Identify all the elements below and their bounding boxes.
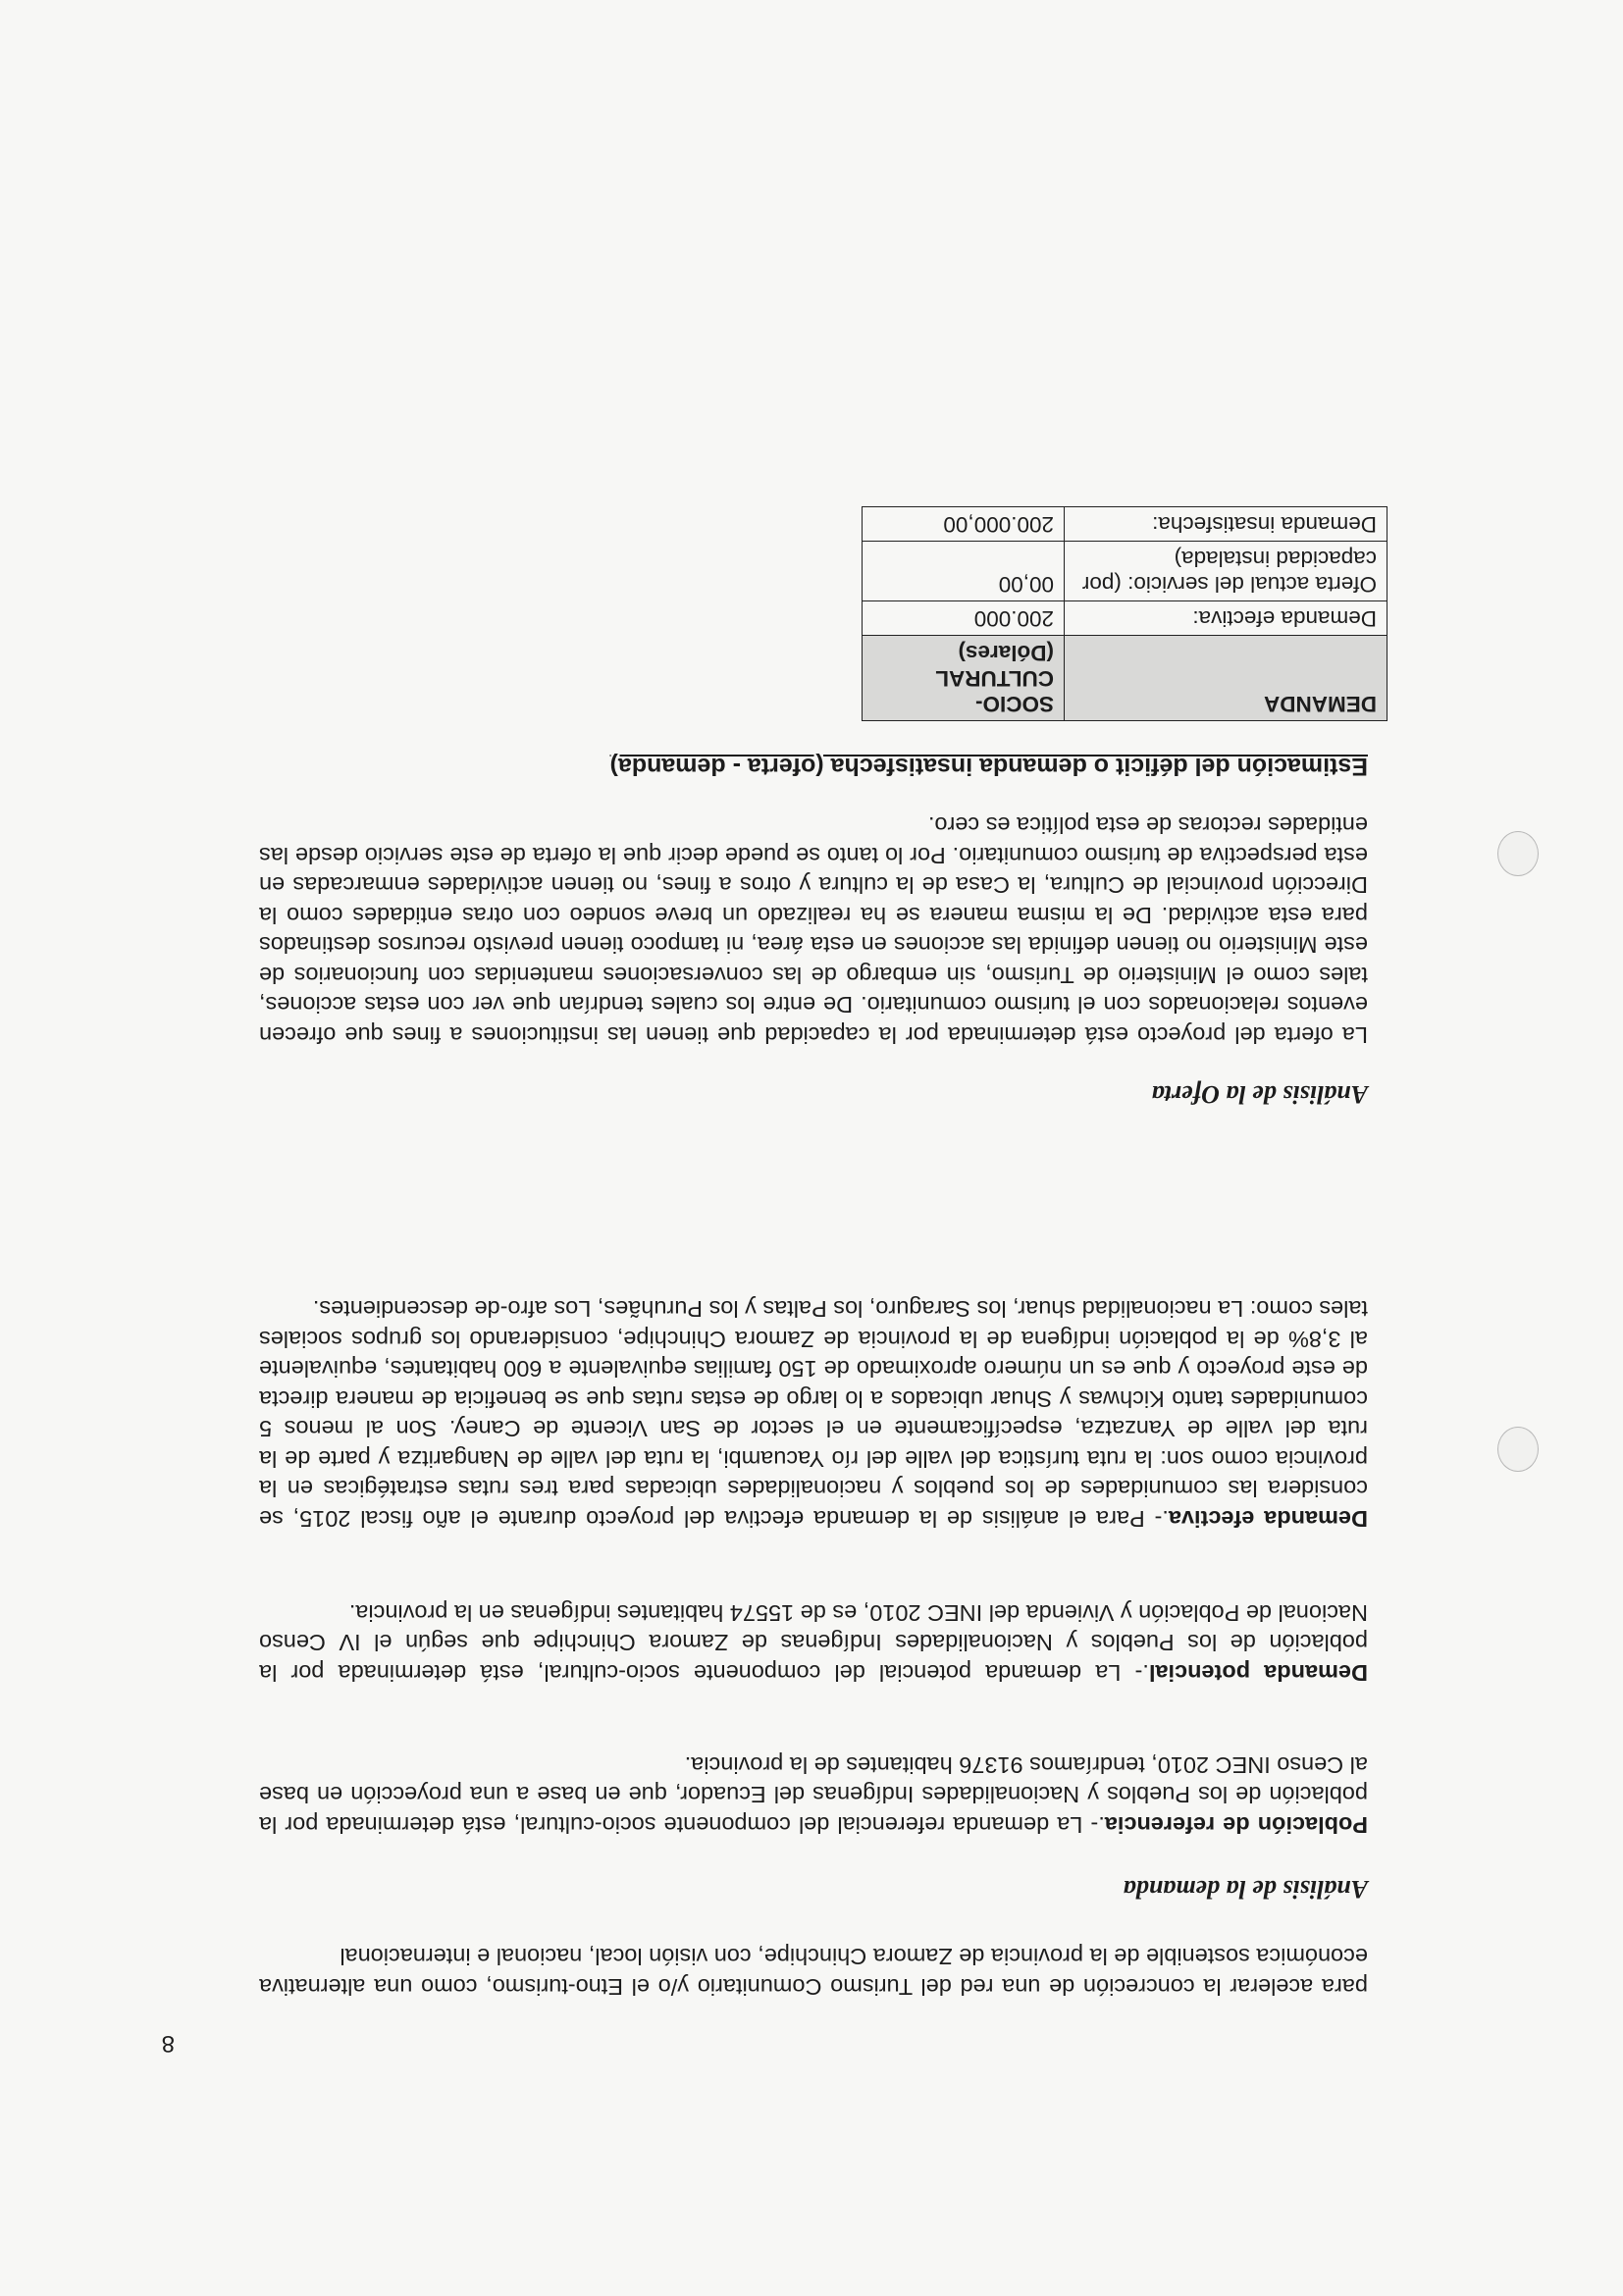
table-row bbox=[863, 601, 1387, 636]
table-cell-label: Demanda insatisfecha: bbox=[1065, 507, 1387, 542]
deficit-table bbox=[862, 506, 1387, 721]
intro-paragraph bbox=[259, 1942, 1368, 2002]
page-number: 8 bbox=[161, 2030, 175, 2057]
intro-text: para acelerar la concreción de una red del Turismo Comunitario y/o el Etno-turismo, como una alternativa económica sostenible de la provincia de Zamora Chinchipe, con visión local, nacional e internacional bbox=[259, 1944, 1368, 2000]
potential-demand-paragraph bbox=[259, 1598, 1368, 1689]
supply-section-heading bbox=[259, 1079, 1368, 1109]
supply-paragraph bbox=[259, 810, 1368, 1050]
effective-demand-text: .- Para el análisis de la demanda efectiva del proyecto durante el año fiscal 2015, se considera las comunidades de los pueblos y nacionalidades ubicadas para tres rutas estratégicas en la provincia como son: la ruta turística del valle del río Yacuambi, la ruta del valle de Nangaritza y parte de la ruta del valle de Yanzatza, específicamente en el sector de San Vicente de Caney. Son al menos 5 comunidades tanto Kichwas y Shuar ubicados a lo largo de estas rutas que se beneficia de manera directa de este proyecto y que es un número aproximado de 150 familias equivalente a 600 habitantes, equivalente al 3,8% de la población indígena de la provincia de Zamora Chinchipe, considerando los grupos sociales tales como: La nacionalidad shuar, los Saraguro, los Paltas y los Puruhães, Los afro-de descendientes. bbox=[259, 1296, 1368, 1532]
effective-demand-label: Demanda efectiva bbox=[1168, 1506, 1368, 1532]
potential-demand-text: .- La demanda potencial del componente socio-cultural, está determinada por la población de los Pueblos y Nacionalidades Indígenas de Zamora Chinchipe que según el IV Censo Nacional de Población y Vivienda del INEC 2010, es de 15574 habitantes indígenas en la provincia. bbox=[259, 1600, 1368, 1686]
supply-text: La oferta del proyecto está determinada por la capacidad que tienen las instituciones a fines que ofrecen eventos relacionados con el turismo comunitario. De entre los cuales tendrían que ver con estas acciones, tales como el Ministerio de Turismo, sin embargo de las conversaciones mantenidas con funcionarios de este Ministerio no tienen definida las acciones en esta área, ni tampoco tienen previsto recursos destinados para esta actividad. De la misma manera se ha realizado un breve sondeo con otras entidades como la Dirección provincial de Cultura, la Casa de la cultura y otros a fines, no tienen actividades enmarcadas en esta perspectiva de turismo comunitario. Por lo tanto se puede decir que la oferta de este servicio desde las entidades rectoras de esta política es cero. bbox=[259, 812, 1368, 1048]
table-cell-value: 200.000,00 bbox=[863, 507, 1065, 542]
deficit-section-heading bbox=[259, 752, 1368, 780]
effective-demand-paragraph bbox=[259, 1294, 1368, 1534]
table-cell-label: Oferta actual del servicio: (por capacidad instalada) bbox=[1065, 542, 1387, 601]
table-header-row bbox=[863, 636, 1387, 721]
punch-hole-icon bbox=[1497, 831, 1539, 876]
table-header-demand: DEMANDA bbox=[1065, 636, 1387, 721]
section-title-supply: Análisis de la Oferta bbox=[1151, 1080, 1368, 1109]
reference-population-paragraph bbox=[259, 1750, 1368, 1841]
section-title-deficit: Estimación del déficit o demanda insatisfecha (oferta - demanda) bbox=[609, 753, 1368, 780]
reference-population-label: Población de referencia bbox=[1104, 1812, 1368, 1838]
table-row bbox=[863, 542, 1387, 601]
punch-hole-icon bbox=[1497, 1427, 1539, 1472]
table-cell-value: 200.000 bbox=[863, 601, 1065, 636]
table-cell-value: 00,00 bbox=[863, 542, 1065, 601]
reference-population-text: .- La demanda referencial del componente socio-cultural, está determinada por la población de los Pueblos y Nacionalidades Indígenas del Ecuador, que en base a una proyección en base al Censo INEC 2010, tendríamos 91376 habitantes de la provincia. bbox=[259, 1752, 1368, 1838]
potential-demand-label: Demanda potencial bbox=[1148, 1660, 1368, 1686]
table-row bbox=[863, 507, 1387, 542]
section-title-demand: Análisis de la demanda bbox=[1123, 1875, 1368, 1904]
table-header-socio-cultural: SOCIO-CULTURAL (Dólares) bbox=[863, 636, 1065, 721]
table-cell-label: Demanda efectiva: bbox=[1065, 601, 1387, 636]
demand-section-heading bbox=[259, 1874, 1368, 1904]
